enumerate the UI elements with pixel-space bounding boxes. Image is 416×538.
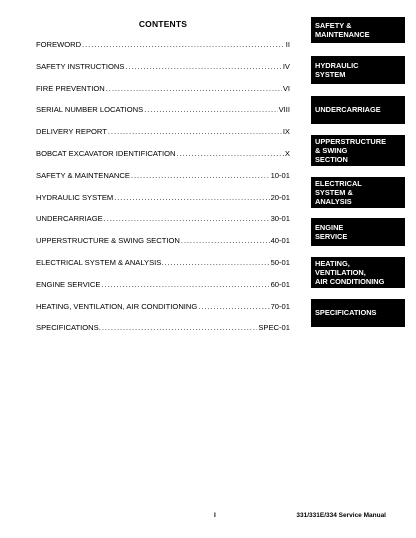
toc-entry-electrical-system[interactable] <box>36 258 290 280</box>
toc-entry-upperstructure-swing[interactable] <box>36 236 290 258</box>
toc-entry-page: IV <box>282 61 290 71</box>
tab-label-line: ANALYSIS <box>315 197 352 207</box>
tab-label-line: SYSTEM & <box>315 187 353 197</box>
toc-entry-page: 70-01 <box>270 301 290 311</box>
tab-undercarriage[interactable] <box>311 96 405 124</box>
toc-leader-dots <box>82 40 285 49</box>
toc-entry-foreword[interactable] <box>36 40 290 62</box>
tab-label-line: UNDERCARRIAGE <box>315 105 381 115</box>
tab-engine-service[interactable] <box>311 218 405 246</box>
toc-entry-page: 30-01 <box>270 214 290 224</box>
tab-hvac[interactable] <box>311 257 405 288</box>
tab-label-line: & SWING <box>315 145 348 155</box>
toc-leader-dots <box>106 84 282 93</box>
page-number: I <box>214 512 216 519</box>
toc-entry-label: UPPERSTRUCTURE & SWING SECTION <box>36 236 180 246</box>
toc-entry-label: UNDERCARRIAGE <box>36 214 103 224</box>
toc-entry-page: II <box>285 40 290 49</box>
toc-leader-dots <box>125 62 281 71</box>
toc-entry-label: SPECIFICATIONS. <box>36 323 101 333</box>
toc-entry-safety-instructions[interactable] <box>36 62 290 84</box>
toc-entry-delivery-report[interactable] <box>36 127 290 149</box>
toc-leader-dots <box>164 258 269 267</box>
tab-label-line: VENTILATION, <box>315 267 366 277</box>
toc-entry-label: ELECTRICAL SYSTEM & ANALYSIS. <box>36 257 164 267</box>
toc-leader-dots <box>108 127 282 136</box>
toc-entry-label: BOBCAT EXCAVATOR IDENTIFICATION <box>36 148 176 158</box>
toc-entry-safety-maintenance[interactable] <box>36 171 290 193</box>
tab-safety-maintenance[interactable] <box>311 17 405 43</box>
toc-entry-label: DELIVERY REPORT <box>36 127 107 137</box>
tab-label-line: SPECIFICATIONS <box>315 308 377 318</box>
toc-entry-page: IX <box>282 127 290 137</box>
tab-label-line: SERVICE <box>315 232 348 241</box>
toc-entry-undercarriage[interactable] <box>36 214 290 236</box>
toc-entry-page: 20-01 <box>270 192 290 202</box>
toc-leader-dots <box>104 214 270 223</box>
toc-leader-dots <box>181 236 270 245</box>
toc-leader-dots <box>144 105 277 114</box>
toc-entry-label: SAFETY INSTRUCTIONS <box>36 61 125 71</box>
table-of-contents <box>36 40 290 345</box>
tab-upperstructure-swing[interactable] <box>311 135 405 166</box>
toc-entry-specifications[interactable] <box>36 323 290 345</box>
toc-entry-page: VI <box>282 83 290 93</box>
tab-label-line: ENGINE <box>315 222 344 232</box>
tab-label-line: HYDRAULIC <box>315 60 359 70</box>
toc-entry-label: FOREWORD <box>36 40 82 49</box>
tab-label-line: HEATING, <box>315 258 350 268</box>
toc-entry-label: SAFETY & MAINTENANCE <box>36 170 130 180</box>
toc-entry-page: SPEC-01 <box>258 323 290 333</box>
manual-name: 331/331E/334 Service Manual <box>296 512 386 519</box>
toc-entry-excavator-identification[interactable] <box>36 149 290 171</box>
toc-entry-label: HYDRAULIC SYSTEM <box>36 192 114 202</box>
toc-entry-engine-service[interactable] <box>36 280 290 302</box>
tab-label-line: AIR CONDITIONING <box>315 277 385 287</box>
toc-entry-label: ENGINE SERVICE <box>36 279 101 289</box>
toc-entry-fire-prevention[interactable] <box>36 84 290 106</box>
toc-entry-label: HEATING, VENTILATION, AIR CONDITIONING <box>36 301 198 311</box>
toc-leader-dots <box>114 193 269 202</box>
toc-leader-dots <box>102 323 258 332</box>
page-title: CONTENTS <box>138 19 188 29</box>
toc-entry-page: VIII <box>278 105 290 115</box>
toc-entry-label: FIRE PREVENTION <box>36 83 105 93</box>
tab-hydraulic-system[interactable] <box>311 56 405 84</box>
toc-entry-page: 50-01 <box>270 257 290 267</box>
toc-leader-dots <box>101 280 269 289</box>
tab-electrical-system[interactable] <box>311 177 405 208</box>
tab-specifications[interactable] <box>311 299 405 327</box>
toc-entry-label: SERIAL NUMBER LOCATIONS <box>36 105 144 115</box>
tab-label-line: MAINTENANCE <box>315 30 370 39</box>
toc-leader-dots <box>131 171 270 180</box>
tab-label-line: UPPERSTRUCTURE <box>315 136 387 146</box>
tab-label-line: ELECTRICAL <box>315 178 362 188</box>
tab-label-line: SAFETY & <box>315 20 352 30</box>
toc-entry-page: 40-01 <box>270 236 290 246</box>
toc-entry-hydraulic-system[interactable] <box>36 193 290 215</box>
toc-entry-hvac[interactable] <box>36 302 290 324</box>
toc-entry-page: 10-01 <box>270 170 290 180</box>
toc-entry-serial-number-locations[interactable] <box>36 105 290 127</box>
toc-entry-page: X <box>284 148 290 158</box>
tab-label-line: SYSTEM <box>315 70 346 79</box>
toc-entry-page: 60-01 <box>270 279 290 289</box>
toc-leader-dots <box>177 149 284 158</box>
toc-leader-dots <box>198 302 269 311</box>
tab-label-line: SECTION <box>315 155 348 165</box>
